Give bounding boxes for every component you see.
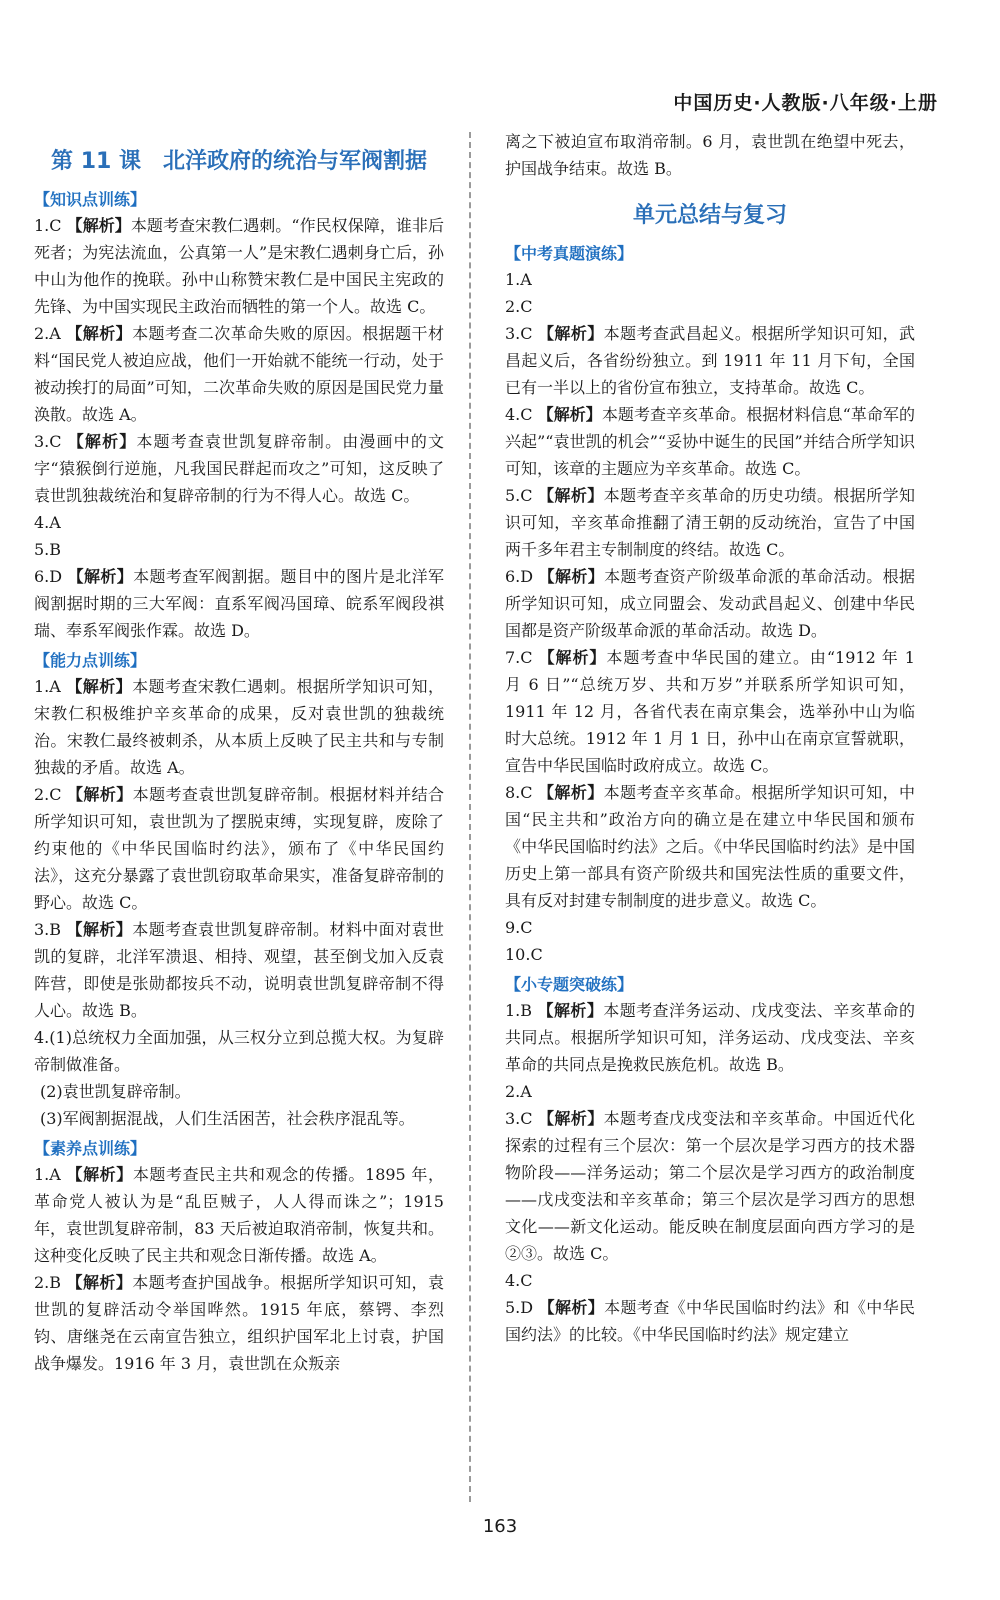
section-topic — [505, 972, 915, 1348]
answer-item: 5.B — [34, 540, 62, 559]
lesson-title: 第 11 课 北洋政府的统治与军阀割据 — [51, 149, 427, 174]
answer-item: 2.B 【解析】本题考查护国战争。根据所学知识可知，袁世凯的复辟活动令举国哗然。1915 年底，蔡锷、李烈钧、唐继尧在云南宣告独立，组织护国军北上讨袁，护国战争爆发。1916 年 3 月，袁世凯在众叛亲 — [34, 1273, 444, 1373]
page-header: 中国历史·人教版·八年级·上册 — [673, 92, 938, 114]
answer-subline: (3)军阀割据混战，人们生活困苦，社会秩序混乱等。 — [40, 1109, 415, 1128]
section-knowledge — [34, 187, 444, 644]
continuation-text: 离之下被迫宣布取消帝制。6 月，袁世凯在绝望中死去，护国战争结束。故选 B。 — [505, 132, 915, 178]
section-ability — [34, 648, 444, 1132]
answer-item: 4.C — [505, 1271, 533, 1290]
left-column — [34, 128, 444, 1377]
answer-item: 2.C — [505, 297, 533, 316]
answer-item: 2.A — [505, 1082, 532, 1101]
answer-item: 1.A 【解析】本题考查宋教仁遇刺。根据所学知识可知，宋教仁积极维护辛亥革命的成果，反对袁世凯的独裁统治。宋教仁最终被刺杀，从本质上反映了民主共和与专制独裁的矛盾。故选 A。 — [34, 677, 444, 777]
answer-item: 3.C 【解析】本题考查武昌起义。根据所学知识可知，武昌起义后，各省纷纷独立。到 1911 年 11 月下旬，全国已有一半以上的省份宣布独立，支持革命。故选 C。 — [505, 324, 915, 397]
column-divider — [469, 132, 471, 1502]
answer-item: 10.C — [505, 945, 543, 964]
section-literacy — [34, 1136, 444, 1377]
section-title: 【能力点训练】 — [34, 651, 147, 670]
section-title: 【素养点训练】 — [34, 1139, 147, 1158]
answer-item: 9.C — [505, 918, 533, 937]
answer-item: 3.B 【解析】本题考查袁世凯复辟帝制。材料中面对袁世凯的复辟，北洋军溃退、相持、观望，甚至倒戈加入反袁阵营，即使是张勋都按兵不动，说明袁世凯复辟帝制不得人心。故选 B。 — [34, 920, 444, 1020]
answer-item: 8.C 【解析】本题考查辛亥革命。根据所学知识可知，中国“民主共和”政治方向的确立是在建立中华民国和颁布《中华民国临时约法》之后。《中华民国临时约法》是中国历史上第一部具有资产阶级共和国宪法性质的重要文件，具有反对封建专制制度的进步意义。故选 C。 — [505, 783, 915, 910]
answer-item: 4.A — [34, 513, 61, 532]
answer-item: 7.C 【解析】本题考查中华民国的建立。由“1912 年 1 月 6 日”“总统万岁、共和万岁”并联系所学知识可知，1911 年 12 月，各省代表在南京集会，选举孙中山为临时大总统。1912 年 1 月 1 日，孙中山在南京宣誓就职，宣告中华民国临时政府成立。故选 C。 — [505, 648, 915, 775]
section-exam — [505, 241, 915, 968]
answer-item: 6.D 【解析】本题考查军阀割据。题目中的图片是北洋军阀割据时期的三大军阀：直系军阀冯国璋、皖系军阀段祺瑞、奉系军阀张作霖。故选 D。 — [34, 567, 444, 640]
answer-item: 2.C 【解析】本题考查袁世凯复辟帝制。根据材料并结合所学知识可知，袁世凯为了摆脱束缚，实现复辟，废除了约束他的《中华民国临时约法》，颁布了《中华民国约法》，这充分暴露了袁世凯窃取革命果实，准备复辟帝制的野心。故选 C。 — [34, 785, 444, 912]
section-title: 【中考真题演练】 — [505, 244, 634, 263]
answer-item: 2.A 【解析】本题考查二次革命失败的原因。根据题干材料“国民党人被迫应战，他们一开始就不能统一行动，处于被动挨打的局面”可知，二次革命失败的原因是国民党力量涣散。故选 A。 — [34, 324, 444, 424]
answer-item: 6.D 【解析】本题考查资产阶级革命派的革命活动。根据所学知识可知，成立同盟会、发动武昌起义、创建中华民国都是资产阶级革命派的革命活动。故选 D。 — [505, 567, 915, 640]
answer-item: 4.(1)总统权力全面加强，从三权分立到总揽大权。为复辟帝制做准备。 — [34, 1028, 444, 1074]
section-title: 【知识点训练】 — [34, 190, 147, 209]
answer-item: 3.C 【解析】本题考查袁世凯复辟帝制。由漫画中的文字“猿猴倒行逆施，凡我国民群起而攻之”可知，这反映了袁世凯独裁统治和复辟帝制的行为不得人心。故选 C。 — [34, 432, 444, 505]
answer-item: 1.A — [505, 270, 532, 289]
answer-item: 3.C 【解析】本题考查戊戌变法和辛亥革命。中国近代化探索的过程有三个层次：第一个层次是学习西方的技术器物阶段——洋务运动；第二个层次是学习西方的政治制度——戊戌变法和辛亥革命；第三个层次是学习西方的思想文化——新文化运动。能反映在制度层面向西方学习的是②③。故选 C。 — [505, 1109, 915, 1263]
answer-subline: (2)袁世凯复辟帝制。 — [40, 1082, 191, 1101]
answer-item: 1.A 【解析】本题考查民主共和观念的传播。1895 年，革命党人被认为是“乱臣贼子，人人得而诛之”；1915 年，袁世凯复辟帝制，83 天后被迫取消帝制，恢复共和。这种变化反映了民主共和观念日渐传播。故选 A。 — [34, 1165, 444, 1265]
section-title: 【小专题突破练】 — [505, 975, 634, 994]
answer-item: 1.C 【解析】本题考查宋教仁遇刺。“作民权保障，谁非后死者；为宪法流血，公真第一人”是宋教仁遇刺身亡后，孙中山为他作的挽联。孙中山称赞宋教仁是中国民主宪政的先锋、为中国实现民主政治而牺牲的第一个人。故选 C。 — [34, 216, 444, 316]
answer-item: 5.D 【解析】本题考查《中华民国临时约法》和《中华民国约法》的比较。《中华民国临时约法》规定建立 — [505, 1298, 915, 1344]
right-column — [505, 128, 915, 1348]
page-number: 163 — [482, 1516, 518, 1537]
answer-item: 4.C 【解析】本题考查辛亥革命。根据材料信息“革命军的兴起”“袁世凯的机会”“妥协中诞生的民国”并结合所学知识可知，该章的主题应为辛亥革命。故选 C。 — [505, 405, 915, 478]
answer-item: 5.C 【解析】本题考查辛亥革命的历史功绩。根据所学知识可知，辛亥革命推翻了清王朝的反动统治，宣告了中国两千多年君主专制制度的终结。故选 C。 — [505, 486, 915, 559]
unit-title: 单元总结与复习 — [632, 203, 787, 228]
answer-item: 1.B 【解析】本题考查洋务运动、戊戌变法、辛亥革命的共同点。根据所学知识可知，洋务运动、戊戌变法、辛亥革命的共同点是挽救民族危机。故选 B。 — [505, 1001, 915, 1074]
